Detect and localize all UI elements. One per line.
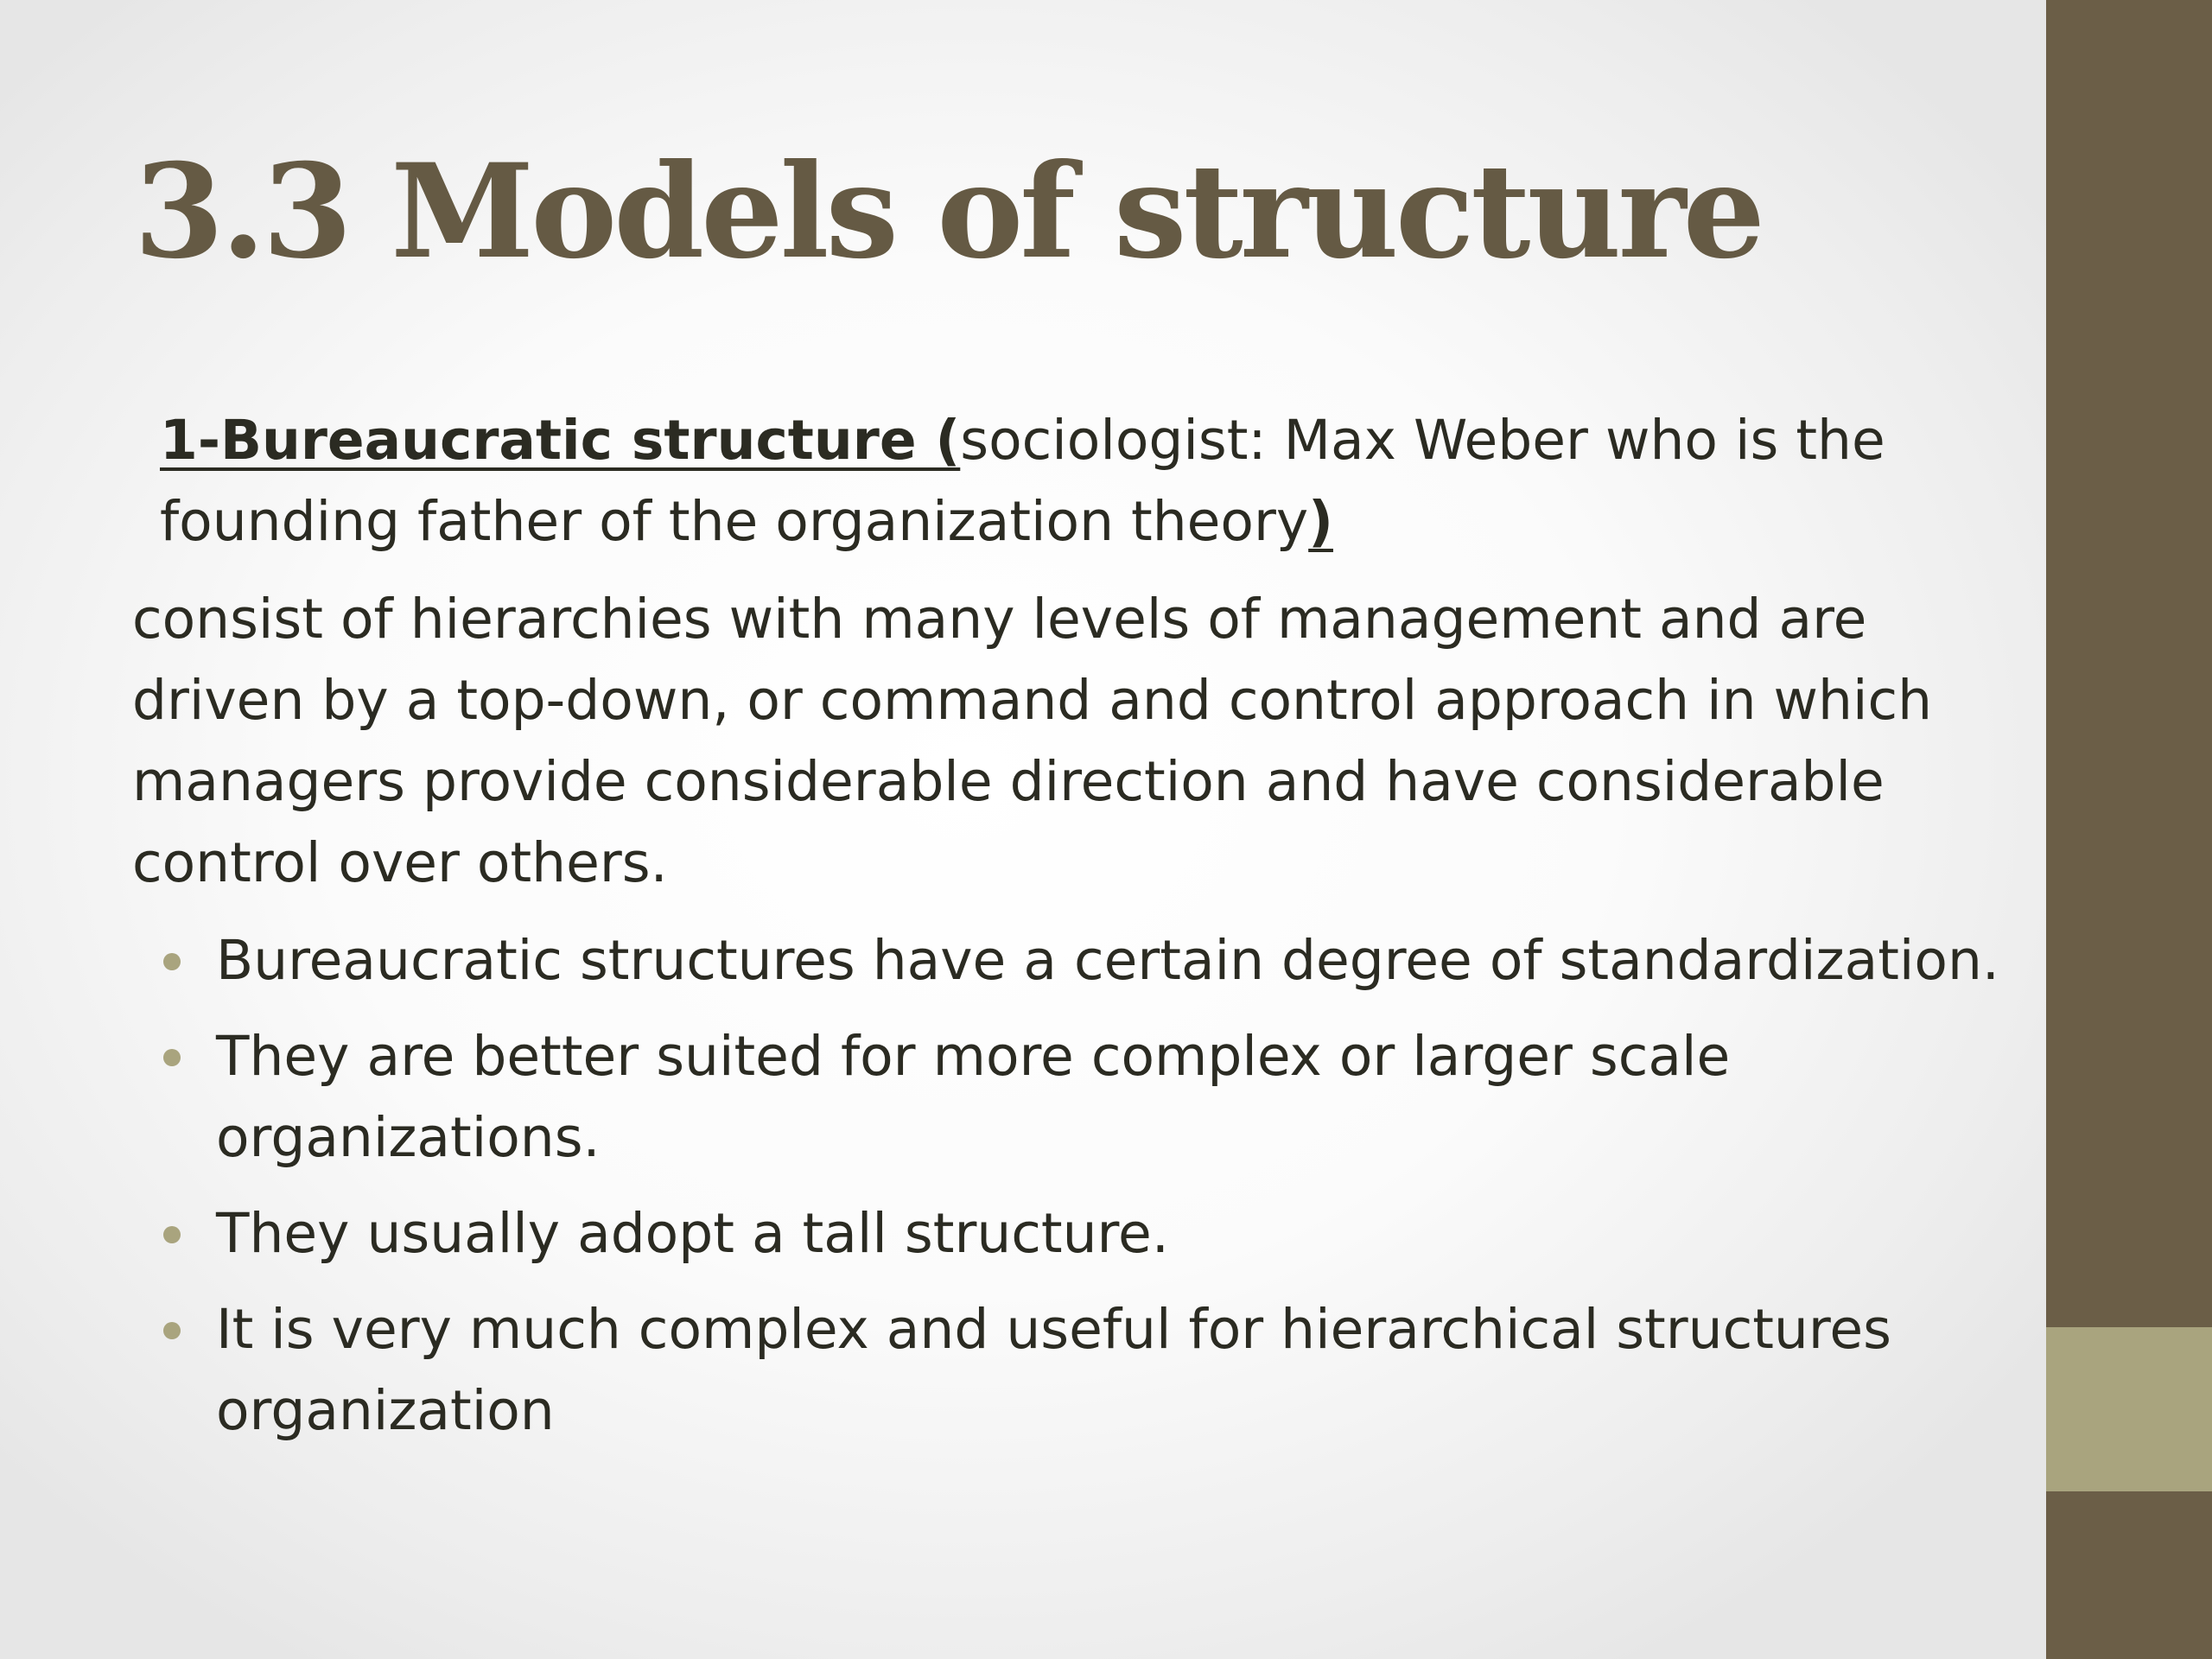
intro-body: sociologist: Max Weber who is the founding father of the organization theory xyxy=(160,409,1885,553)
bullet-text: They usually adopt a tall structure. xyxy=(216,1202,1169,1265)
side-accent-block xyxy=(2046,1327,2212,1491)
bullet-dot-icon xyxy=(163,1049,181,1066)
bullet-text: They are better suited for more complex or larger scale organizations. xyxy=(216,1025,1731,1169)
description-paragraph: consist of hierarchies with many levels of management and are driven by a top-down, or command and control approach in which managers provide considerable direction and have considerable control over others. xyxy=(132,588,1933,894)
bullet-dot-icon xyxy=(163,1322,181,1339)
intro-paragraph xyxy=(160,400,2026,563)
list-item xyxy=(132,1193,2033,1274)
intro-heading: 1-Bureaucratic structure ( xyxy=(160,409,961,472)
list-item xyxy=(132,1289,2033,1452)
bullet-text: It is very much complex and useful for hierarchical structures organization xyxy=(216,1298,1891,1442)
list-item xyxy=(132,1016,2033,1179)
list-item xyxy=(132,920,2033,1001)
intro-closing: ) xyxy=(1308,490,1333,553)
bullet-text: Bureaucratic structures have a certain degree of standardization. xyxy=(216,929,1999,992)
bullet-dot-icon xyxy=(163,953,181,970)
slide-title: 3.3 Models of structure xyxy=(134,136,1763,288)
bullet-list xyxy=(132,920,2033,1466)
bullet-dot-icon xyxy=(163,1226,181,1243)
